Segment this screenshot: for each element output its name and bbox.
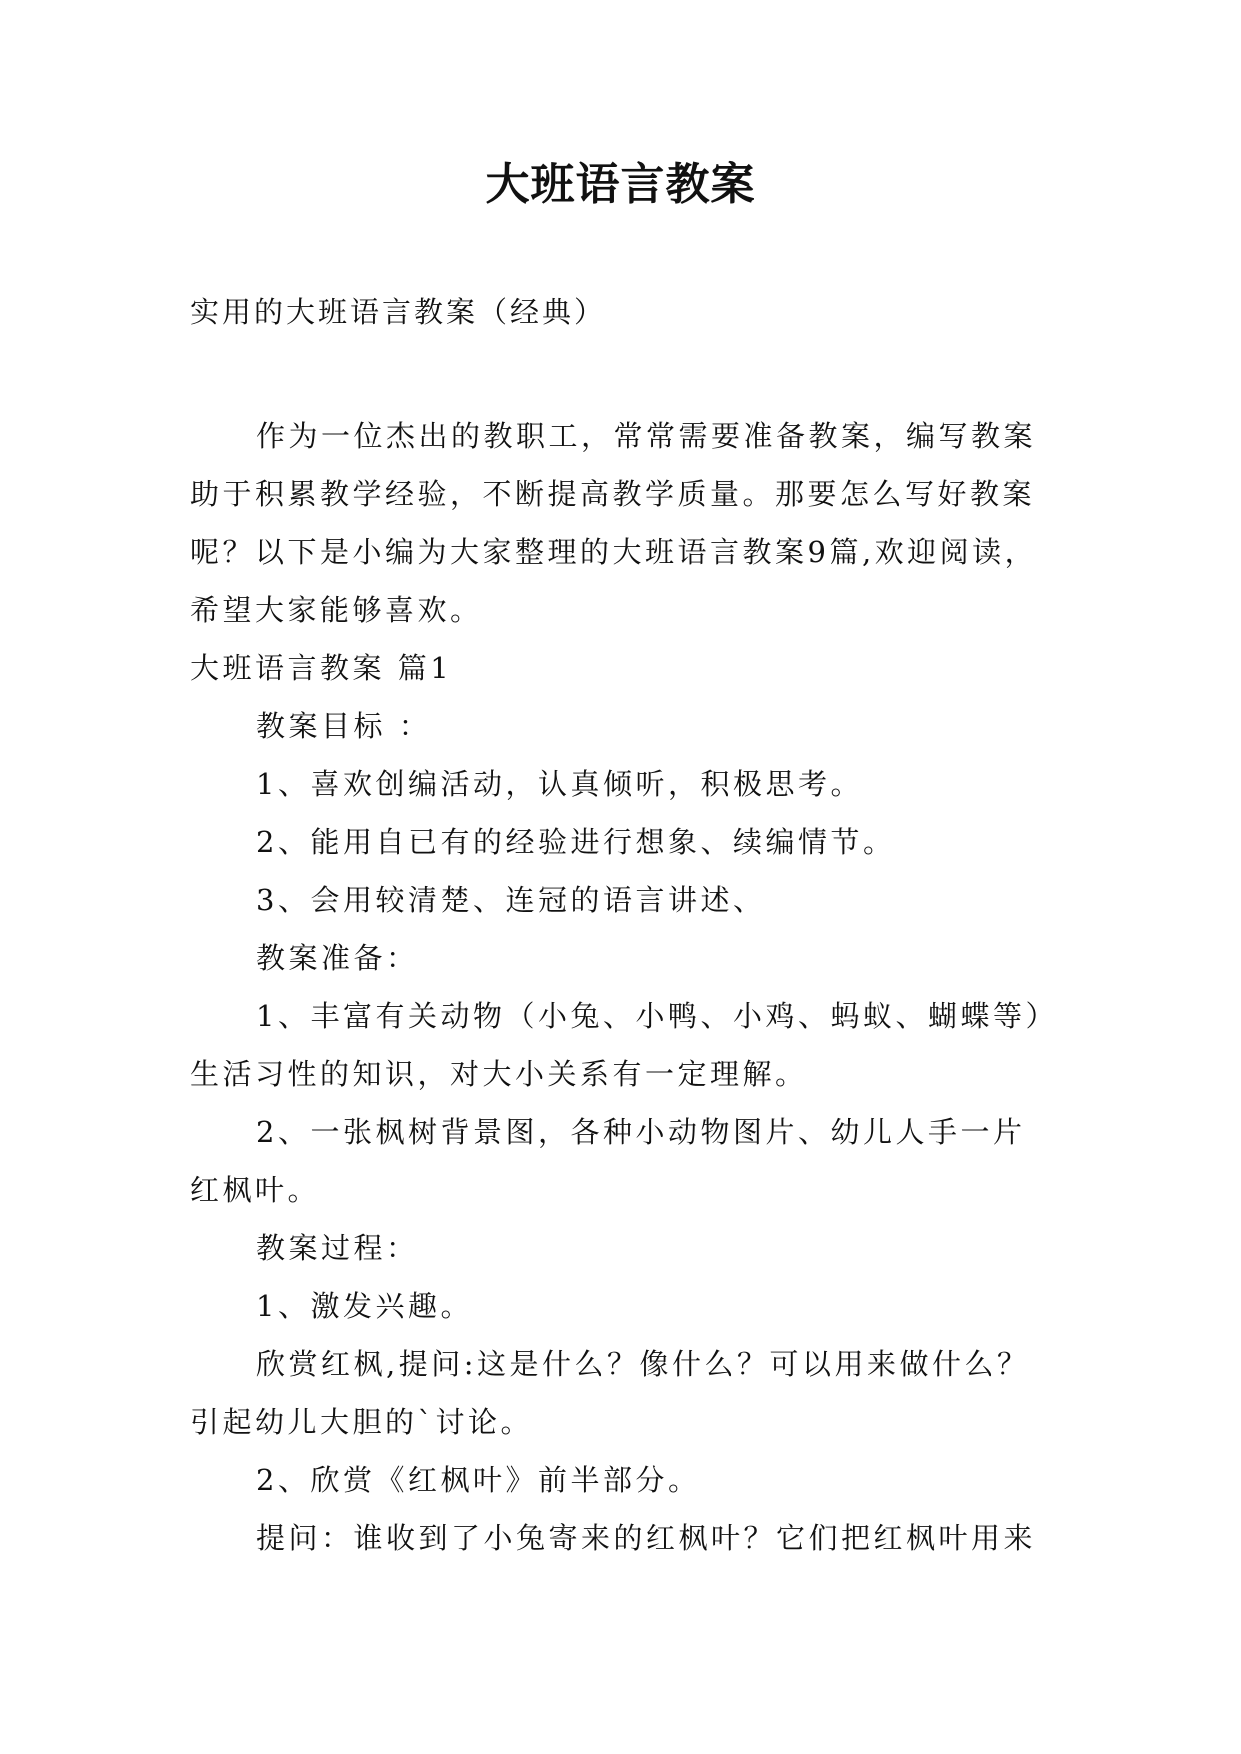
- paragraph-line: 大班语言教案 篇1: [190, 651, 453, 685]
- paragraph-line: 1、喜欢创编活动，认真倾听，积极思考。: [256, 767, 863, 801]
- paragraph-line: 红枫叶。: [190, 1173, 321, 1207]
- paragraph-line: 欣赏红枫,提问:这是什么？像什么？可以用来做什么？: [256, 1347, 1030, 1381]
- paragraph-line: 2、欣赏《红枫叶》前半部分。: [256, 1463, 701, 1497]
- paragraph-line: 希望大家能够喜欢。: [190, 593, 483, 627]
- paragraph-line: 教案目标 ：: [256, 709, 432, 743]
- paragraph-line: 呢？以下是小编为大家整理的大班语言教案9篇,欢迎阅读，: [190, 535, 1038, 569]
- paragraph-line: 助于积累教学经验，不断提高教学质量。那要怎么写好教案: [190, 477, 1036, 511]
- paragraph-line: 作为一位杰出的教职工，常常需要准备教案，编写教案: [256, 419, 1037, 453]
- paragraph-line: 3、会用较清楚、连冠的语言讲述、: [256, 883, 766, 917]
- paragraph-line: 1、丰富有关动物（小兔、小鸭、小鸡、蚂蚁、蝴蝶等）: [256, 999, 1058, 1033]
- paragraph-line: 教案过程：: [256, 1231, 419, 1265]
- paragraph-line: 提问：谁收到了小兔寄来的红枫叶？它们把红枫叶用来: [256, 1521, 1037, 1555]
- document-body: [190, 407, 1080, 1567]
- document-title: 大班语言教案: [485, 159, 756, 210]
- paragraph-line: 2、一张枫树背景图，各种小动物图片、幼儿人手一片: [256, 1115, 1026, 1149]
- paragraph-line: 教案准备：: [256, 941, 419, 975]
- paragraph-line: 2、能用自已有的经验进行想象、续编情节。: [256, 825, 896, 859]
- document-subtitle: 实用的大班语言教案（经典）: [190, 295, 607, 329]
- paragraph-line: 1、激发兴趣。: [256, 1289, 473, 1323]
- paragraph-line: 引起幼儿大胆的`讨论。: [190, 1405, 534, 1439]
- paragraph-line: 生活习性的知识，对大小关系有一定理解。: [190, 1057, 808, 1091]
